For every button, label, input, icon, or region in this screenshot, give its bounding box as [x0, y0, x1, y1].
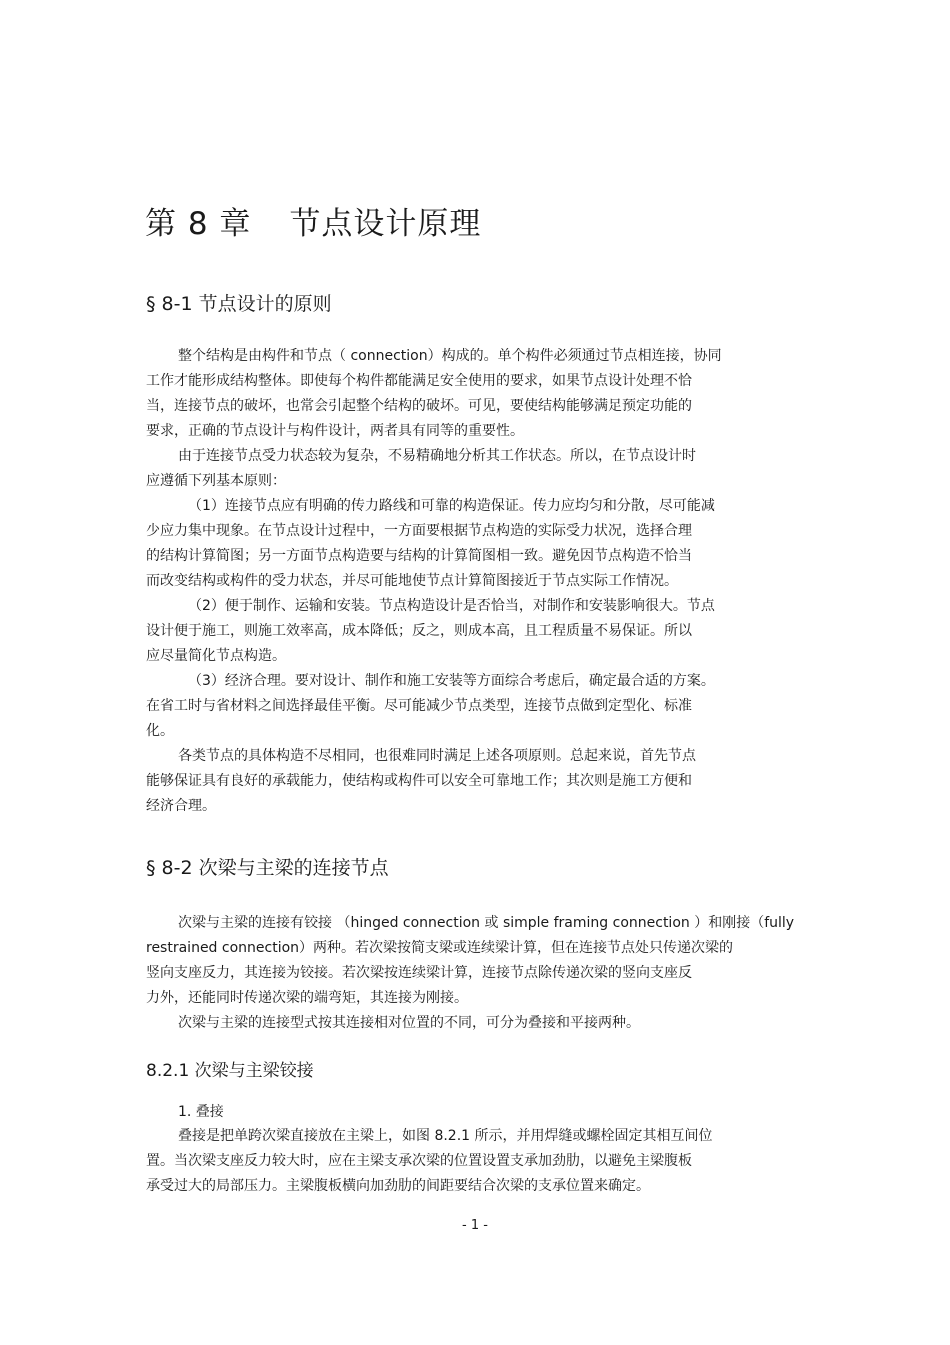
paragraph-line: 叠接是把单跨次梁直接放在主梁上，如图 8.2.1 所示，并用焊缝或螺栓固定其相互间位 — [178, 1128, 713, 1144]
paragraph-line: 经济合理。 — [146, 798, 216, 814]
paragraph-line: 工作才能形成结构整体。即使每个构件都能满足安全使用的要求，如果节点设计处理不恰 — [146, 373, 692, 389]
chapter-label: 第 8 章 — [145, 206, 252, 242]
paragraph-line: restrained connection）两种。若次梁按简支梁或连续梁计算，但在连接节点处只传递次梁的 — [146, 940, 734, 956]
paragraph-line: 应尽量简化节点构造。 — [146, 648, 286, 664]
paragraph-line: 而改变结构或构件的受力状态，并尽可能地使节点计算简图接近于节点实际工作情况。 — [146, 573, 678, 589]
paragraph-line: 设计便于施工，则施工效率高，成本降低；反之，则成本高，且工程质量不易保证。所以 — [146, 623, 692, 639]
paragraph-line: 各类节点的具体构造不尽相同，也很难同时满足上述各项原则。总起来说，首先节点 — [178, 748, 696, 764]
subsection-heading-8-2-1: 8.2.1 次梁与主梁铰接 — [146, 1061, 314, 1081]
section-heading-8-1: § 8-1 节点设计的原则 — [146, 293, 332, 315]
paragraph-line: （3）经济合理。要对设计、制作和施工安装等方面综合考虑后，确定最合适的方案。 — [188, 673, 715, 689]
paragraph-line: （1）连接节点应有明确的传力路线和可靠的构造保证。传力应均匀和分散，尽可能减 — [188, 498, 715, 514]
paragraph-line: 由于连接节点受力状态较为复杂，不易精确地分析其工作状态。所以，在节点设计时 — [178, 448, 696, 464]
page-number: - 1 - — [462, 1218, 488, 1233]
paragraph-line: 力外，还能同时传递次梁的端弯矩，其连接为刚接。 — [146, 990, 468, 1006]
paragraph-line: 应遵循下列基本原则： — [146, 473, 286, 489]
paragraph-line: 化。 — [146, 723, 174, 739]
paragraph-line: 在省工时与省材料之间选择最佳平衡。尽可能减少节点类型，连接节点做到定型化、标准 — [146, 698, 692, 714]
paragraph-line: 竖向支座反力，其连接为铰接。若次梁按连续梁计算，连接节点除传递次梁的竖向支座反 — [146, 965, 692, 981]
paragraph-line: 要求，正确的节点设计与构件设计，两者具有同等的重要性。 — [146, 423, 524, 439]
paragraph-line: 承受过大的局部压力。主梁腹板横向加劲肋的间距要结合次梁的支承位置来确定。 — [146, 1178, 650, 1194]
paragraph-line: 能够保证具有良好的承载能力，使结构或构件可以安全可靠地工作；其次则是施工方便和 — [146, 773, 692, 789]
paragraph-line: 少应力集中现象。在节点设计过程中，一方面要根据节点构造的实际受力状况，选择合理 — [146, 523, 692, 539]
paragraph-line: （2）便于制作、运输和安装。节点构造设计是否恰当，对制作和安装影响很大。节点 — [188, 598, 715, 614]
paragraph-line: 置。当次梁支座反力较大时，应在主梁支承次梁的位置设置支承加劲肋，以避免主梁腹板 — [146, 1153, 692, 1169]
list-item-label: 1. 叠接 — [178, 1104, 224, 1120]
paragraph-line: 次梁与主梁的连接有铰接 （hinged connection 或 simple framing connection ）和刚接（fully — [178, 915, 795, 931]
section-heading-8-2: § 8-2 次梁与主梁的连接节点 — [146, 857, 389, 879]
paragraph-line: 整个结构是由构件和节点（ connection）构成的。单个构件必须通过节点相连接，协同 — [178, 348, 722, 364]
chapter-title: 节点设计原理 — [289, 206, 482, 242]
chapter-heading — [145, 198, 481, 243]
paragraph-line: 次梁与主梁的连接型式按其连接相对位置的不同，可分为叠接和平接两种。 — [178, 1015, 640, 1031]
paragraph-line: 当，连接节点的破坏，也常会引起整个结构的破坏。可见，要使结构能够满足预定功能的 — [146, 398, 692, 414]
paragraph-line: 的结构计算简图；另一方面节点构造要与结构的计算简图相一致。避免因节点构造不恰当 — [146, 548, 692, 564]
